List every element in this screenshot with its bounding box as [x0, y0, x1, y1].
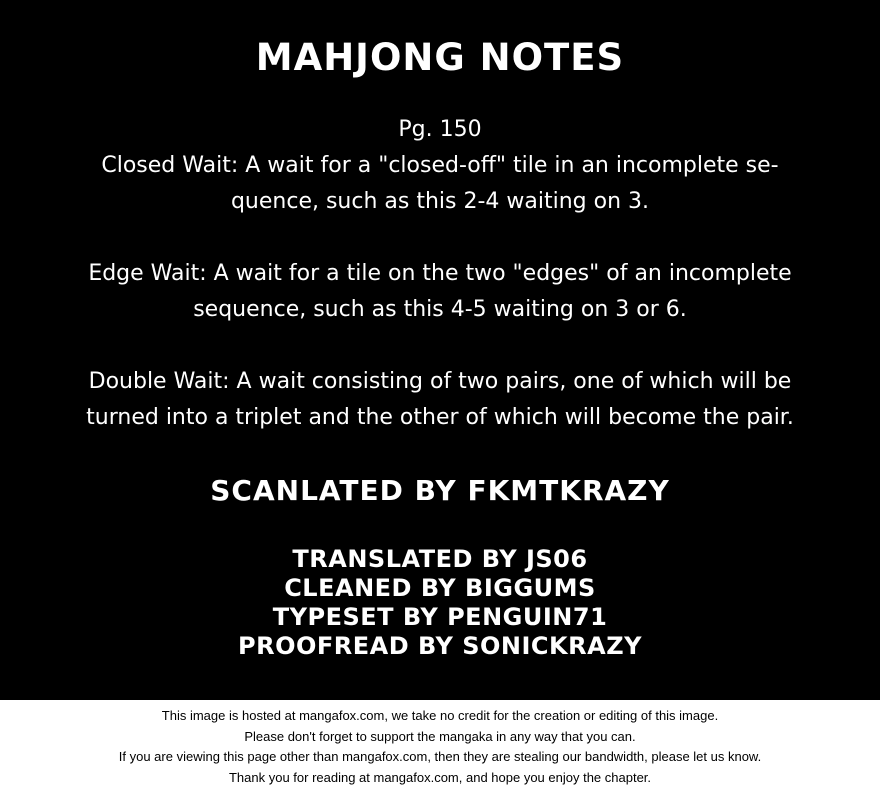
closed-wait-note [40, 112, 840, 220]
notice-line: If you are viewing this page other than mangafox.com, then they are stealing our bandwidth, please let us know. [118, 749, 762, 764]
double-wait-note [40, 364, 840, 436]
paragraph-gap [40, 328, 840, 364]
credit-translator: TRANSLATED BY JS06 [292, 545, 588, 573]
hosting-notice [0, 706, 880, 788]
credit-cleaner: CLEANED BY BIGGUMS [284, 574, 596, 602]
note-line: sequence, such as this 4-5 waiting on 3 or 6. [193, 297, 687, 322]
note-line: Double Wait: A wait consisting of two pairs, one of which will be [88, 369, 792, 394]
mahjong-notes [40, 112, 840, 436]
credit-proofreader: PROOFREAD BY SONICKRAZY [238, 632, 642, 660]
notice-line: Thank you for reading at mangafox.com, and hope you enjoy the chapter. [228, 769, 652, 785]
page-title: MAHJONG NOTES [255, 36, 625, 79]
edge-wait-note [40, 256, 840, 328]
note-line: quence, such as this 2-4 waiting on 3. [230, 189, 650, 214]
note-line: Closed Wait: A wait for a "closed-off" tile in an incomplete se- [101, 153, 779, 178]
credits-list [0, 545, 880, 661]
paragraph-gap [40, 220, 840, 256]
scanlation-heading: SCANLATED BY FKMTKRAZY [210, 474, 670, 507]
notice-line: This image is hosted at mangafox.com, we take no credit for the creation or editing of this image. [161, 708, 719, 723]
notice-line: Please don't forget to support the mangaka in any way that you can. [244, 728, 636, 744]
page-reference: Pg. 150 [398, 117, 482, 142]
note-line: Edge Wait: A wait for a tile on the two "edges" of an incomplete [88, 261, 792, 286]
note-line: turned into a triplet and the other of which will become the pair. [86, 405, 794, 430]
credit-typesetter: TYPESET BY PENGUIN71 [272, 603, 608, 631]
